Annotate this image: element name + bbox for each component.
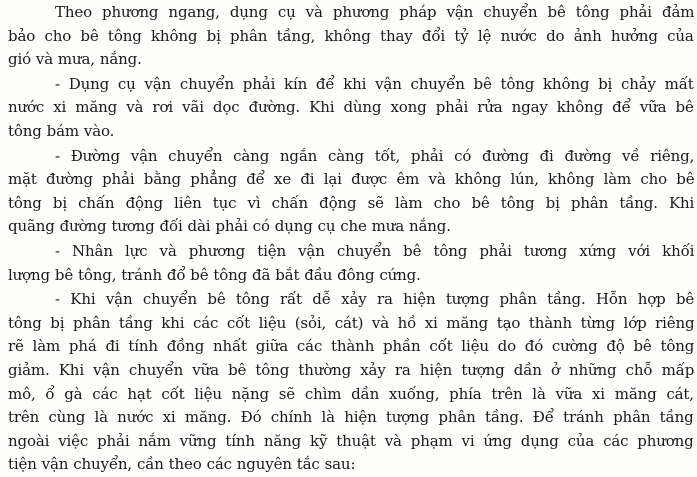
text-line: rẽ làm phá đi tính đồng nhất giữa các thành phần cốt liệu do đó cường độ bê tông — [8, 337, 694, 356]
text-line: - Dụng cụ vận chuyển phải kín để khi vận chuyển bê tông không bị chảy mất — [55, 74, 694, 93]
text-line: tông bám vào. — [8, 121, 115, 140]
text-line: gió và mưa, nắng. — [8, 50, 142, 69]
text-line: tông bị phân tầng khi các cốt liệu (sỏi, cát) và hồ xi măng tạo thành từng lớp riêng — [8, 313, 694, 332]
text-line: giảm. Khi vận chuyển vữa bê tông thường xảy ra hiện tượng dần ở những chỗ mấp — [8, 360, 694, 379]
text-line: trên cùng là nước xi măng. Đó chính là hiện tượng phân tầng. Để tránh phân tầng — [8, 408, 694, 427]
text-line: bảo cho bê tông không bị phân tầng, không thay đổi tỷ lệ nước do ảnh hưởng của — [8, 26, 694, 45]
text-line: nước xi măng và rơi vãi dọc đường. Khi dùng xong phải rửa ngay không để vữa bê — [8, 98, 694, 117]
paragraph-transport-tools — [8, 73, 694, 144]
text-line: - Khi vận chuyển bê tông rất dễ xảy ra hiện tượng phân tầng. Hỗn hợp bê — [55, 290, 694, 309]
text-line: mặt đường phải bằng phẳng để xe đi lại được êm và không lún, không làm cho bê — [8, 170, 694, 189]
text-line: tiện vận chuyển, cần theo các nguyên tắc sau: — [8, 455, 356, 474]
text-line: ngoài việc phải nắm vững tính năng kỹ thuật và phạm vi ứng dụng của các phương — [8, 431, 694, 450]
paragraph-transport-route — [8, 145, 694, 239]
text-line: - Nhân lực và phương tiện vận chuyển bê tông phải tương xứng với khối — [55, 241, 694, 260]
paragraph-segregation — [8, 288, 694, 477]
text-line: mô, ổ gà các hạt cốt liệu nặng sẽ chìm dần xuống, phía trên là vữa xi măng cát, — [8, 384, 694, 403]
text-line: Theo phương ngang, dụng cụ và phương pháp vận chuyển bê tông phải đảm — [55, 3, 694, 21]
text-line: tông bị chấn động liên tục vì chấn động sẽ làm cho bê tông bị phân tầng. Khi — [8, 193, 694, 212]
text-line: lượng bê tông, tránh đổ bê tông đã bắt đầu đông cứng. — [8, 265, 421, 284]
paragraph-horizontal-transport — [8, 1, 694, 72]
text-line: quãng đường tương đối dài phải có dụng cụ che mưa nắng. — [8, 217, 451, 236]
paragraph-manpower-vehicles — [8, 240, 694, 287]
text-line: - Đường vận chuyển càng ngắn càng tốt, phải có đường đi đường về riêng, — [55, 146, 694, 165]
